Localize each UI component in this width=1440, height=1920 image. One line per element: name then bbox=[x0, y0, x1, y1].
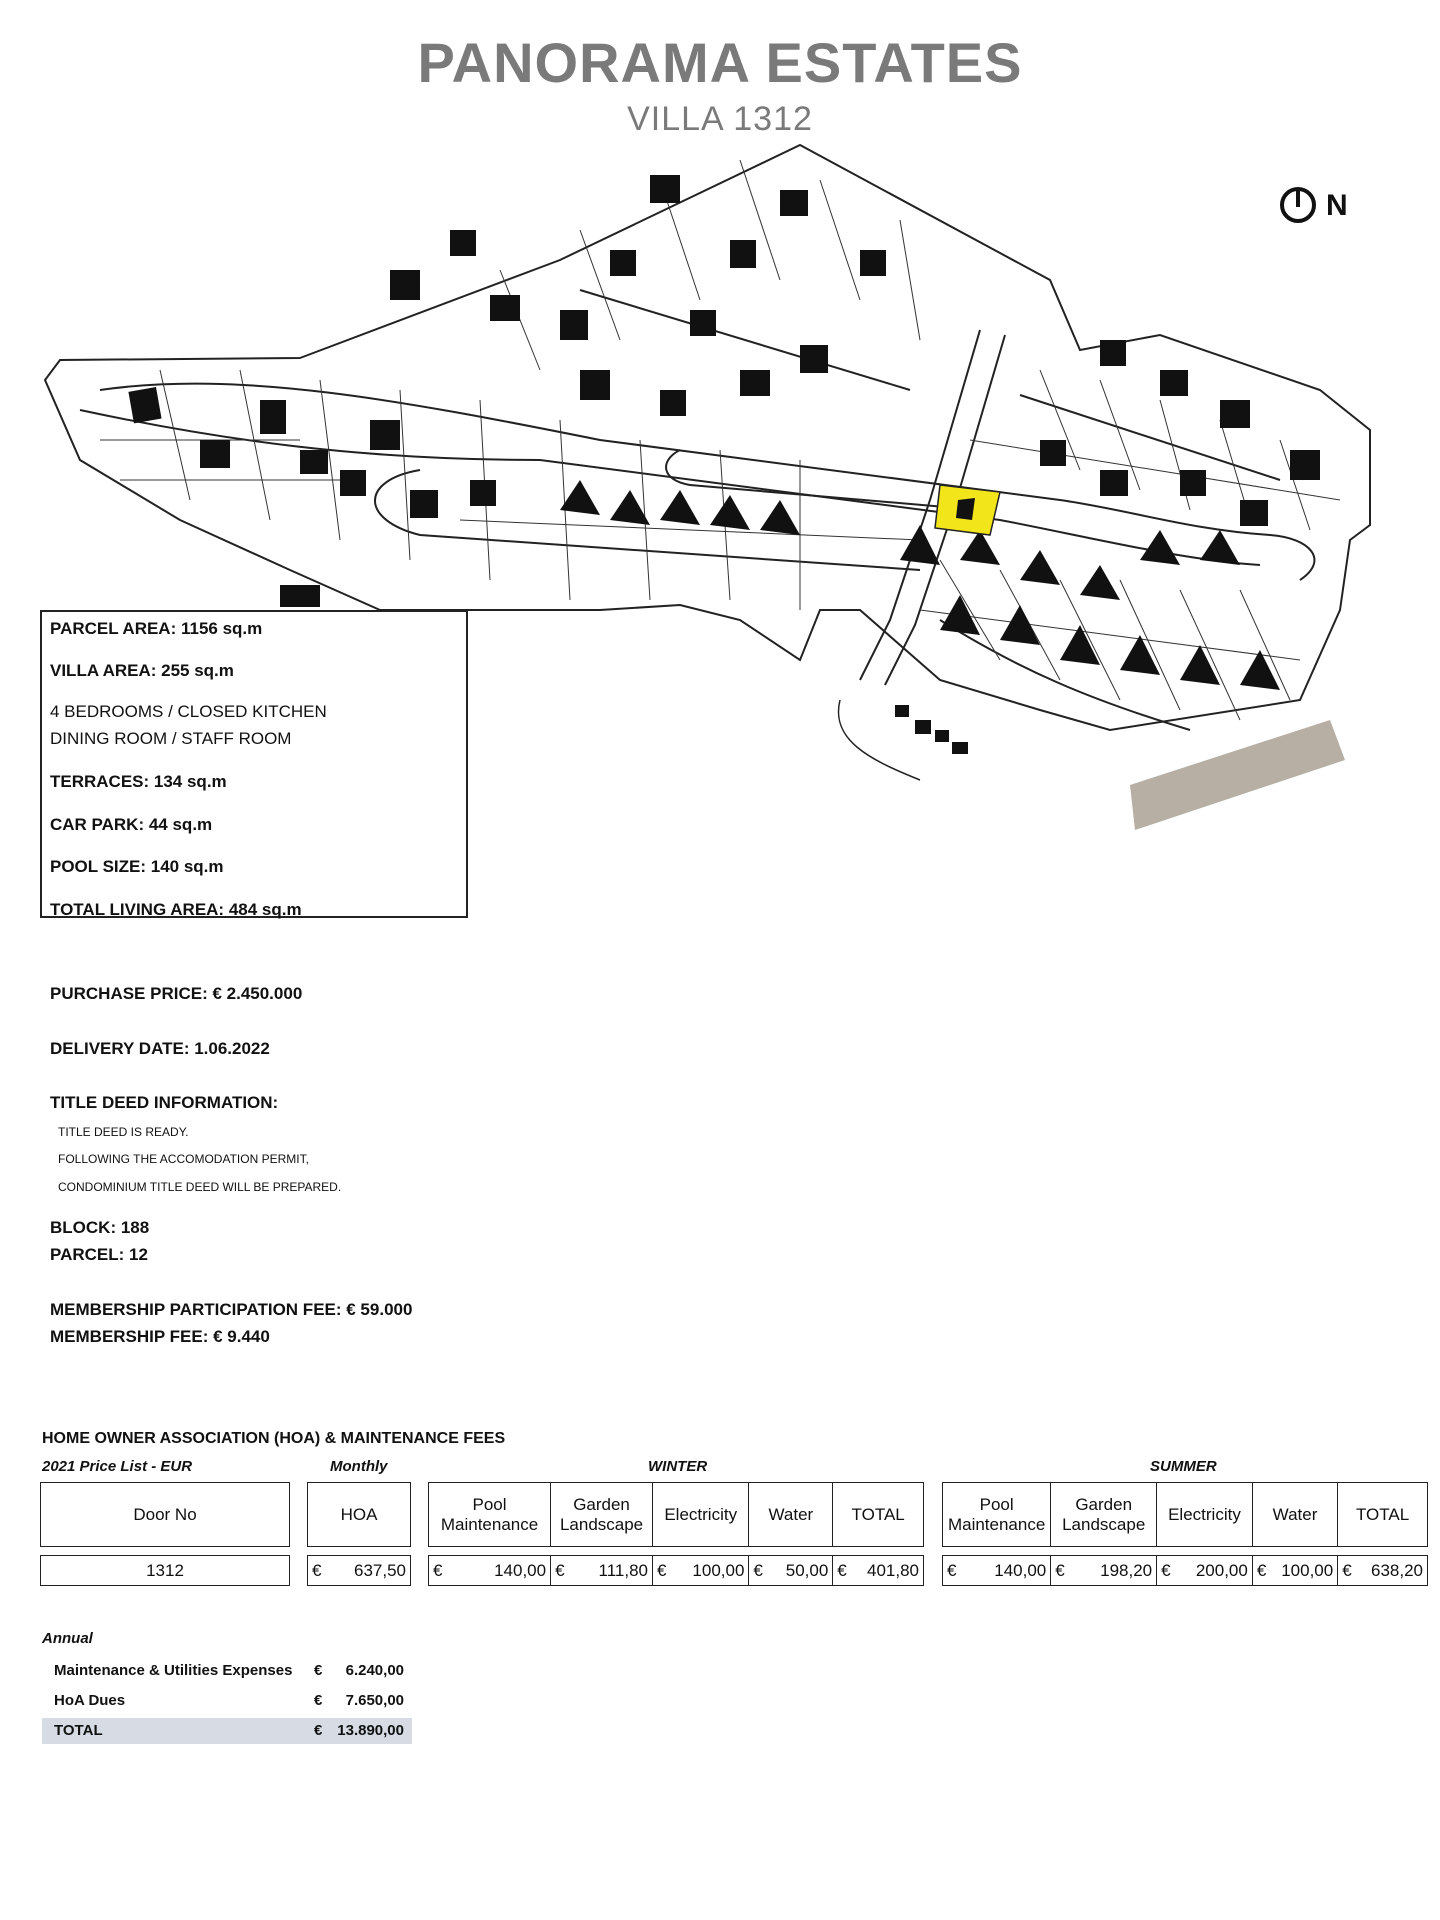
summer-total-value: 638,20 bbox=[1371, 1560, 1423, 1580]
annual-heading: Annual bbox=[42, 1630, 93, 1647]
pool-maintenance-header: Pool Maintenance bbox=[943, 1483, 1051, 1547]
pool-maintenance-header: Pool Maintenance bbox=[429, 1483, 551, 1547]
purchase-price: PURCHASE PRICE: € 2.450.000 bbox=[50, 984, 303, 1003]
terraces: TERRACES: 134 sq.m bbox=[50, 772, 227, 791]
delivery-date: DELIVERY DATE: 1.06.2022 bbox=[50, 1039, 270, 1058]
garden-landscape-header: Garden Landscape bbox=[551, 1483, 653, 1547]
annual-total-row: TOTAL € 13.890,00 bbox=[42, 1718, 412, 1744]
door-value: 1312 bbox=[41, 1556, 290, 1586]
hoa-monthly-table bbox=[307, 1482, 411, 1586]
villa-subtitle: VILLA 1312 bbox=[627, 100, 813, 138]
total-header: TOTAL bbox=[1338, 1483, 1428, 1547]
total-header: TOTAL bbox=[833, 1483, 924, 1547]
membership-participation-fee: MEMBERSHIP PARTICIPATION FEE: € 59.000 bbox=[50, 1300, 413, 1319]
summer-electricity-value: 200,00 bbox=[1195, 1560, 1248, 1580]
title-deed-heading: TITLE DEED INFORMATION: bbox=[50, 1093, 279, 1112]
winter-table: Pool Maintenance Garden Landscape Electricity Water TOTAL € 140,00 € 111,80 € 100,00 € 50,00 € 401,80 bbox=[428, 1482, 924, 1586]
winter-total-value: 401,80 bbox=[867, 1560, 919, 1580]
villa-specs-box bbox=[40, 610, 468, 918]
summer-table: Pool Maintenance Garden Landscape Electricity Water TOTAL € 140,00 € 198,20 € 200,00 € 100,00 € 638,20 bbox=[942, 1482, 1428, 1586]
electricity-header: Electricity bbox=[1157, 1483, 1253, 1547]
water-header: Water bbox=[749, 1483, 833, 1547]
annual-row-amount: 6.240,00 bbox=[345, 1662, 404, 1679]
road-shore bbox=[940, 620, 1190, 730]
price-list-label: 2021 Price List - EUR bbox=[42, 1458, 193, 1475]
villa-area: VILLA AREA: 255 sq.m bbox=[50, 661, 234, 680]
hoa-heading: HOME OWNER ASSOCIATION (HOA) & MAINTENANCE FEES bbox=[42, 1430, 506, 1447]
winter-electricity-value: 100,00 bbox=[692, 1560, 745, 1580]
summer-pool-value: 140,00 bbox=[994, 1560, 1047, 1580]
page-title: PANORAMA ESTATES bbox=[417, 31, 1023, 94]
summer-water-value: 100,00 bbox=[1281, 1560, 1334, 1580]
title-deed-line: FOLLOWING THE ACCOMODATION PERMIT, bbox=[58, 1152, 309, 1166]
title-deed-line: CONDOMINIUM TITLE DEED WILL BE PREPARED. bbox=[58, 1180, 342, 1194]
monthly-label: Monthly bbox=[330, 1458, 388, 1475]
electricity-header: Electricity bbox=[653, 1483, 749, 1547]
shore-area bbox=[1130, 720, 1345, 830]
parcel-area: PARCEL AREA: 1156 sq.m bbox=[50, 619, 263, 638]
north-label: N bbox=[1326, 189, 1348, 222]
winter-pool-value: 140,00 bbox=[494, 1560, 547, 1580]
water-header: Water bbox=[1252, 1483, 1337, 1547]
summer-label: SUMMER bbox=[1150, 1458, 1217, 1475]
annual-row-amount: 13.890,00 bbox=[337, 1722, 404, 1739]
road-main-south bbox=[80, 410, 1260, 565]
hoa-header: HOA bbox=[308, 1483, 411, 1547]
winter-label: WINTER bbox=[648, 1458, 708, 1475]
rooms-line-1: 4 BEDROOMS / CLOSED KITCHEN bbox=[50, 702, 327, 721]
currency-symbol: € bbox=[312, 1560, 322, 1580]
total-living-area: TOTAL LIVING AREA: 484 sq.m bbox=[50, 900, 302, 919]
summer-garden-value: 198,20 bbox=[1100, 1560, 1153, 1580]
door-table bbox=[40, 1482, 290, 1586]
annual-row-amount: 7.650,00 bbox=[345, 1692, 404, 1709]
garden-landscape-header: Garden Landscape bbox=[1051, 1483, 1157, 1547]
annual-row-label: HoA Dues bbox=[54, 1692, 126, 1709]
winter-garden-value: 111,80 bbox=[598, 1560, 649, 1580]
annual-row: HoA Dues € 7.650,00 bbox=[54, 1692, 404, 1709]
membership-fee: MEMBERSHIP FEE: € 9.440 bbox=[50, 1327, 270, 1346]
parcel-number: PARCEL: 12 bbox=[50, 1245, 148, 1264]
road-inner bbox=[666, 450, 980, 510]
pool-size: POOL SIZE: 140 sq.m bbox=[50, 857, 224, 876]
north-indicator bbox=[1280, 185, 1350, 235]
rooms-line-2: DINING ROOM / STAFF ROOM bbox=[50, 729, 292, 748]
block-number: BLOCK: 188 bbox=[50, 1218, 150, 1237]
winter-water-value: 50,00 bbox=[785, 1560, 829, 1580]
annual-row: Maintenance & Utilities Expenses € 6.240,00 bbox=[54, 1662, 404, 1679]
car-park: CAR PARK: 44 sq.m bbox=[50, 815, 213, 834]
annual-row-label: Maintenance & Utilities Expenses bbox=[54, 1662, 293, 1679]
door-header: Door No bbox=[41, 1483, 290, 1547]
annual-row-label: TOTAL bbox=[54, 1722, 103, 1739]
title-deed-line: TITLE DEED IS READY. bbox=[58, 1125, 189, 1139]
hoa-value: 637,50 bbox=[354, 1560, 406, 1580]
